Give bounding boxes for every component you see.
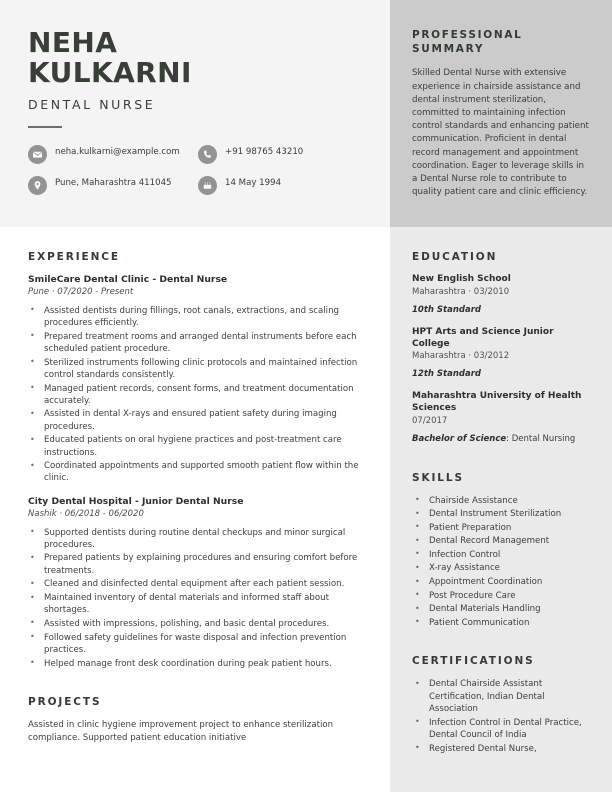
experience-bullet: • Assisted in dental X-rays and ensured patient safety during imaging procedures. [28,408,364,432]
education-entry [412,274,590,317]
experience-entry [28,496,364,670]
skill-list-item: • Appointment Coordination [412,576,590,589]
skill-list-item: • Dental Record Management [412,535,590,548]
education-school-name: New English School [412,274,511,284]
experience-bullet: • Prepared treatment rooms and arranged dental instruments before each scheduled patient procedure. [28,331,364,355]
experience-bullet: • Prepared patients by explaining procedures and ensuring comfort before treatments. [28,552,364,576]
education-degree-field: : Dental Nursing [506,433,576,444]
experience-bullet: • Managed patient records, consent forms, and treatment documentation accurately. [28,383,364,407]
birthday-cake-icon [198,176,217,195]
skill-list-item: • Chairside Assistance [412,495,590,508]
professional-summary-panel [390,0,612,227]
skill-list-item: • Dental Instrument Sterilization [412,508,590,521]
candidate-name [28,28,364,88]
experience-bullet-list [28,305,364,485]
education-entry-meta: Maharashtra · 03/2012 [412,351,510,362]
experience-entry-list [28,274,364,670]
experience-bullet: • Cleaned and disinfected dental equipment after each patient session. [28,578,364,590]
experience-bullet: • Followed safety guidelines for waste disposal and infection prevention practices. [28,632,364,656]
certifications-heading: CERTIFICATIONS [412,655,535,668]
certification-list-item: • Infection Control in Dental Practice, Dental Council of India [412,717,590,742]
skill-list-item: • Post Procedure Care [412,590,590,603]
skill-list-item: • Infection Control [412,549,590,562]
envelope-icon [28,145,47,164]
education-entry-meta: 07/2017 [412,415,448,426]
contact-location-value: Pune, Maharashtra 411045 [55,177,172,188]
candidate-job-title: DENTAL NURSE [28,97,156,113]
experience-entry-meta: Pune · 07/2020 - Present [28,286,134,297]
contact-item-birthdate[interactable] [198,175,368,195]
experience-heading: EXPERIENCE [28,251,120,263]
experience-bullet: • Sterilized instruments following clinic protocols and maintained infection control standards consistently. [28,357,364,381]
skill-list-item: • Patient Communication [412,617,590,630]
projects-text: Assisted in clinic hygiene improvement project to enhance sterilization compliance. Supported patient education initiative [28,719,334,743]
location-pin-icon [28,176,47,195]
summary-heading: PROFESSIONAL SUMMARY [412,29,523,56]
experience-bullet-list [28,527,364,670]
skills-heading: SKILLS [412,471,464,484]
education-entry [412,391,590,446]
contact-email-value: neha.kulkarni@example.com [55,146,180,157]
skill-list-item: • Dental Materials Handling [412,603,590,616]
contact-item-phone[interactable] [198,144,368,164]
education-school-name: HPT Arts and Science Junior College [412,326,554,349]
header-band [0,0,612,227]
experience-bullet: • Assisted with impressions, polishing, and basic dental procedures. [28,618,364,630]
experience-bullet: • Coordinated appointments and supported smooth patient flow within the clinic. [28,460,364,484]
education-entry-meta: Maharashtra · 03/2010 [412,286,510,297]
education-entry [412,327,590,382]
education-degree [412,434,590,446]
contact-birthdate-value: 14 May 1994 [225,177,282,188]
experience-entry-title: SmileCare Dental Clinic - Dental Nurse [28,274,228,285]
experience-bullet: • Maintained inventory of dental materials and informed staff about shortages. [28,592,364,616]
certification-list-item: • Registered Dental Nurse, [412,743,590,756]
summary-text: Skilled Dental Nurse with extensive experience in chairside assistance and dental instrument sterilization, committed to maintaining infection control standards and enhancing patient communication. Proficient in dental record management and appointment coordination. Eager to leverage skills in a Dental Nurse role to contribute to quality patient care and clinic efficiency. [412,68,589,198]
certifications-list [412,678,590,755]
experience-entry [28,274,364,485]
education-degree [412,305,590,317]
education-degree [412,369,590,381]
experience-bullet: • Educated patients on oral hygiene practices and post-treatment care instructions. [28,434,364,458]
projects-heading: PROJECTS [28,695,102,708]
experience-bullet: • Supported dentists during routine dental checkups and minor surgical procedures. [28,527,364,551]
skill-list-item: • Patient Preparation [412,522,590,535]
body-columns [0,227,612,792]
main-column [0,227,390,792]
education-entry-list [412,274,590,446]
last-name: KULKARNI [28,56,192,90]
education-school-name: Maharashtra University of Health Sciences [412,391,582,414]
header-identity-panel [0,0,390,227]
phone-icon [198,145,217,164]
certification-list-item: • Dental Chairside Assistant Certification, Indian Dental Association [412,678,590,716]
experience-entry-meta: Nashik · 06/2018 - 06/2020 [28,508,144,519]
contact-phone-value: +91 98765 43210 [225,146,304,157]
skill-list-item: • X-ray Assistance [412,562,590,575]
education-degree-title: Bachelor of Science [412,433,507,444]
sidebar-column [390,227,612,792]
header-divider-rule [28,126,62,128]
education-heading: EDUCATION [412,251,498,263]
experience-entry-title: City Dental Hospital - Junior Dental Nurse [28,495,244,507]
education-degree-title: 12th Standard [412,369,481,380]
skills-list [412,495,590,629]
education-degree-title: 10th Standard [412,304,481,315]
experience-bullet: • Assisted dentists during fillings, root canals, extractions, and scaling procedures efficiently. [28,305,364,329]
contact-list [28,144,368,206]
contact-item-location[interactable] [28,175,198,195]
first-name: NEHA [28,26,118,59]
contact-item-email[interactable] [28,144,198,164]
experience-bullet: • Helped manage front desk coordination during peak patient hours. [28,658,364,670]
